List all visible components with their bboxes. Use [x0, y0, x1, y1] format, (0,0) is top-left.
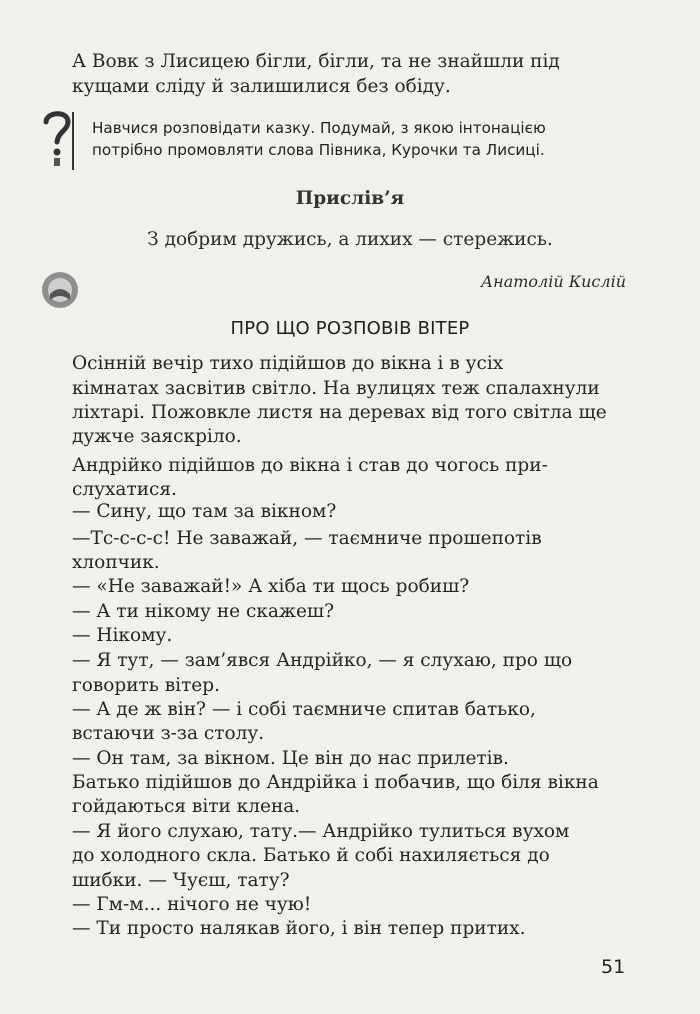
task-divider: [72, 112, 74, 170]
story-line: — Сину, що там за вікном?: [72, 501, 337, 522]
proverb-title: Прислів’я: [295, 188, 405, 209]
story-line: — Гм-м... нічого не чую!: [72, 894, 312, 915]
story-line: Осінній вечір тихо підійшов до вікна і в усіх: [72, 353, 504, 374]
story-line: хлопчик.: [72, 552, 160, 573]
story-line: —Тс-с-с-с! Не заважай, — таємниче прошепотів: [72, 528, 542, 549]
story-line: — А де ж він? — і собі таємниче спитав батько,: [72, 699, 536, 720]
proverb-text: З добрим дружись, а лихих — стережись.: [147, 229, 553, 250]
story-line: шибки. — Чуєш, тату?: [72, 870, 290, 891]
story-line: ліхтарі. Пожовкле листя на деревах від того світла ще: [72, 402, 607, 423]
reading-icon: [40, 270, 80, 310]
story-line: говорить вітер.: [72, 675, 220, 696]
story-line: — Ти просто налякав його, і він тепер притих.: [72, 918, 526, 939]
story-line: — Я його слухаю, тату.— Андрійко тулиться вухом: [72, 821, 570, 842]
story-line: Андрійко підійшов до вікна і став до чогось при-: [72, 455, 548, 476]
story-line: — А ти нікому не скажеш?: [72, 601, 335, 622]
intro-line-2: кущами сліду й залишилися без обіду.: [72, 75, 451, 97]
story-line: слухатися.: [72, 479, 177, 500]
story-line: гойдаються віти клена.: [72, 796, 301, 817]
intro-line-1: А Вовк з Лисицею бігли, бігли, та не знайшли під: [72, 51, 560, 72]
task-text: [92, 118, 632, 161]
story-title: ПРО ЩО РОЗПОВІВ ВІТЕР: [230, 318, 470, 339]
story-author: Анатолій Кислій: [481, 272, 626, 291]
story-line: до холодного скла. Батько й собі нахиляється до: [72, 845, 550, 866]
story-line: кімнатах засвітив світло. На вулицях теж спалахнули: [72, 378, 600, 399]
story-line: — Он там, за вікном. Це він до нас прилетів.: [72, 748, 509, 769]
page-number: 51: [601, 956, 626, 978]
story-line: дужче заяскріло.: [72, 426, 242, 447]
story-line: — «Не заважай!» А хіба ти щось робиш?: [72, 576, 470, 597]
question-think-icon: [40, 108, 74, 168]
story-line: — Я тут, — зам’явся Андрійко, — я слухаю, про що: [72, 650, 573, 671]
story-line: — Нікому.: [72, 625, 173, 646]
task-line-2: потрібно промовляти слова Півника, Курочки та Лисиці.: [92, 140, 545, 159]
task-line-1: Навчися розповідати казку. Подумай, з якою інтонацією: [92, 119, 546, 137]
story-line: Батько підійшов до Андрійка і побачив, що біля вікна: [72, 772, 599, 793]
story-line: встаючи з-за столу.: [72, 723, 265, 744]
